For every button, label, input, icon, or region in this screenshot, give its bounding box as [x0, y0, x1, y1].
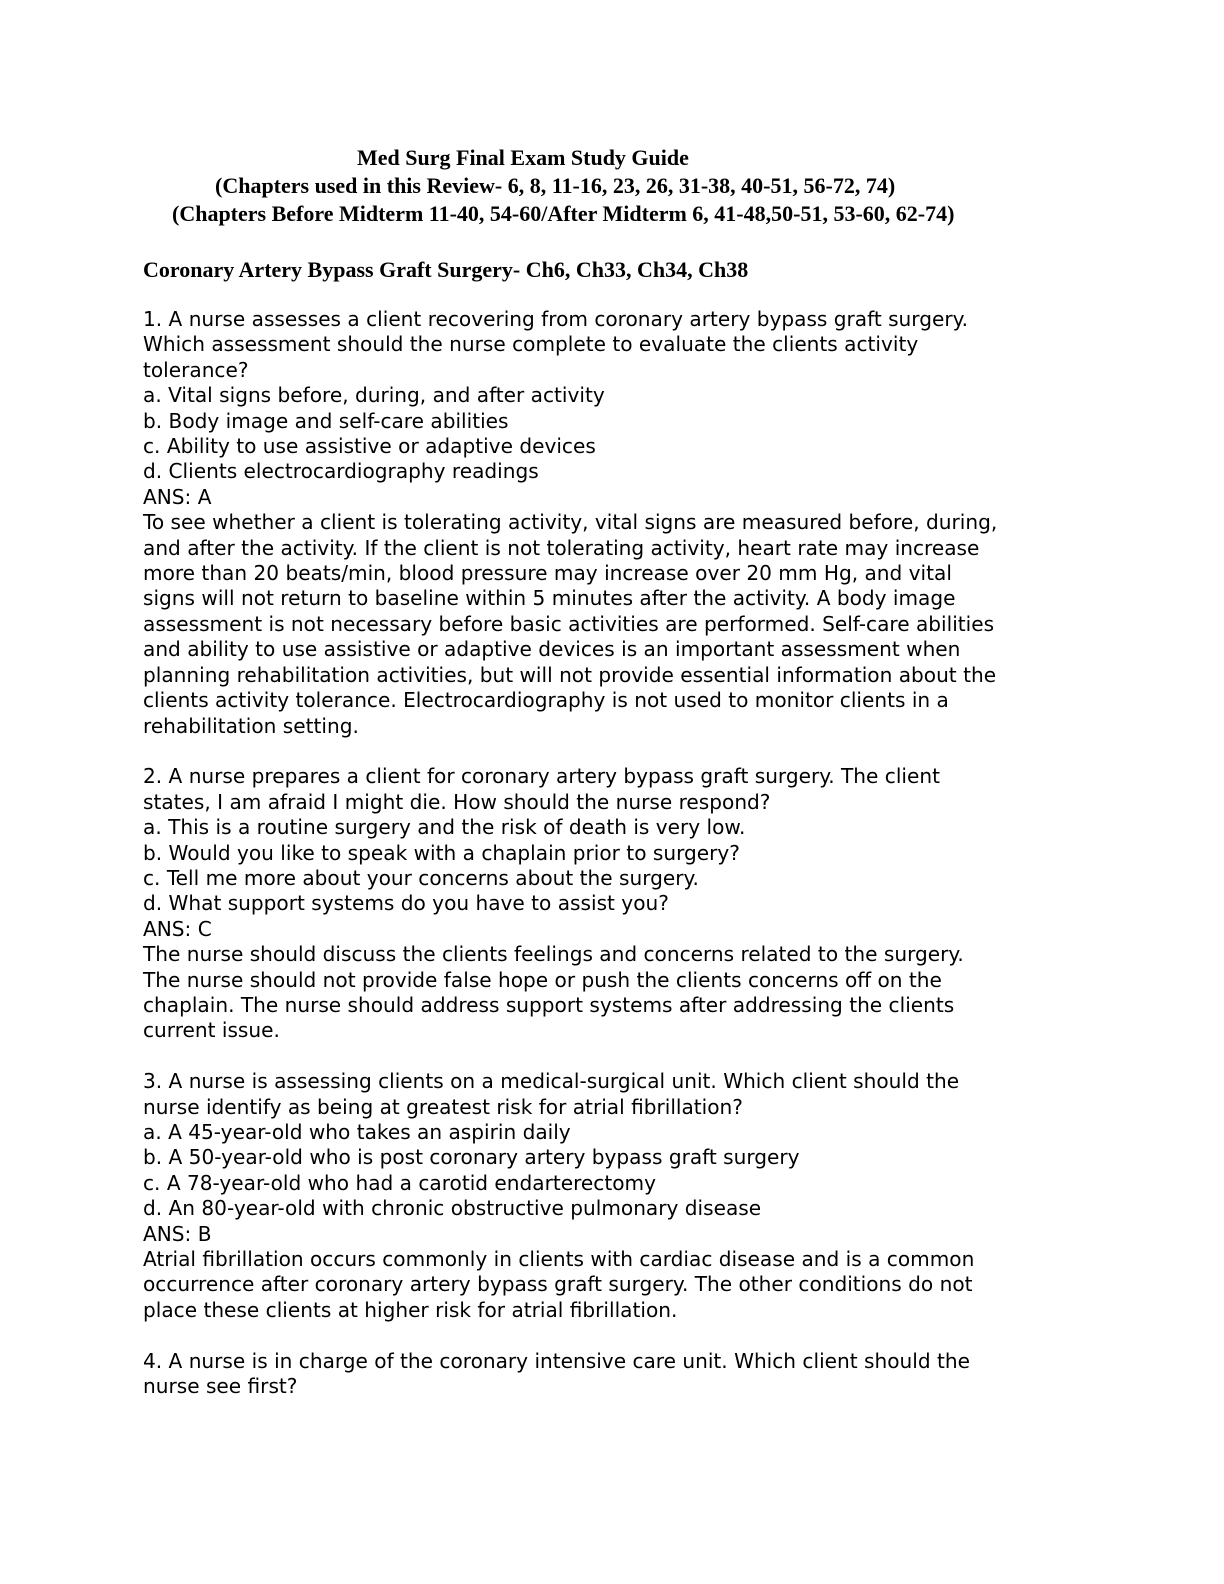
rationale-line: assessment is not necessary before basic activities are performed. Self-care abilities	[143, 611, 995, 636]
rationale-line: Atrial fibrillation occurs commonly in clients with cardiac disease and is a common	[143, 1247, 975, 1271]
rationale-line: occurrence after coronary artery bypass graft surgery. The other conditions do not	[143, 1272, 973, 1297]
questions-list	[143, 307, 1083, 1425]
question-4	[143, 1349, 1083, 1400]
chapters-used-line: (Chapters used in this Review- 6, 8, 11-16, 23, 26, 31-38, 40-51, 56-72, 74)	[215, 173, 896, 198]
rationale-line: rehabilitation setting.	[143, 713, 359, 738]
chapters-split-line: (Chapters Before Midterm 11-40, 54-60/After Midterm 6, 41-48,50-51, 53-60, 62-74)	[172, 201, 955, 226]
question-stem-line: nurse identify as being at greatest risk for atrial fibrillation?	[143, 1094, 743, 1119]
document-header	[0, 144, 1224, 228]
rationale-line: To see whether a client is tolerating activity, vital signs are measured before, during,	[143, 510, 998, 535]
rationale-line: more than 20 beats/min, blood pressure may increase over 20 mm Hg, and vital	[143, 561, 952, 586]
question-stem-line: 4. A nurse is in charge of the coronary intensive care unit. Which client should the	[143, 1348, 970, 1373]
answer-option: d. Clients electrocardiography readings	[143, 459, 539, 484]
answer-key: ANS: B	[143, 1221, 212, 1246]
question-stem-line: 3. A nurse is assessing clients on a medical-surgical unit. Which client should the	[143, 1069, 960, 1094]
rationale-line: The nurse should discuss the clients feelings and concerns related to the surgery.	[143, 942, 964, 967]
rationale-line: and after the activity. If the client is not tolerating activity, heart rate may increase	[143, 535, 980, 560]
section-heading: Coronary Artery Bypass Graft Surgery- Ch6, Ch33, Ch34, Ch38	[143, 257, 749, 282]
answer-option: b. Body image and self-care abilities	[143, 408, 509, 433]
answer-option: b. A 50-year-old who is post coronary artery bypass graft surgery	[143, 1145, 800, 1170]
question-stem-line: tolerance?	[143, 357, 249, 382]
answer-option: c. Tell me more about your concerns about the surgery.	[143, 865, 699, 890]
answer-option: a. This is a routine surgery and the risk of death is very low.	[143, 815, 746, 840]
question-stem-line: Which assessment should the nurse complete to evaluate the clients activity	[143, 332, 919, 357]
answer-option: a. Vital signs before, during, and after activity	[143, 383, 605, 408]
question-stem-line: 2. A nurse prepares a client for coronary artery bypass graft surgery. The client	[143, 764, 940, 789]
question-2	[143, 764, 1083, 1043]
answer-key: ANS: C	[143, 916, 212, 941]
document-title: Med Surg Final Exam Study Guide	[357, 145, 689, 170]
rationale-line: planning rehabilitation activities, but will not provide essential information about the	[143, 662, 997, 687]
answer-option: b. Would you like to speak with a chaplain prior to surgery?	[143, 840, 740, 865]
rationale-line: and ability to use assistive or adaptive devices is an important assessment when	[143, 637, 961, 662]
rationale-line: current issue.	[143, 1018, 280, 1043]
rationale-line: chaplain. The nurse should address support systems after addressing the clients	[143, 992, 955, 1017]
question-stem-line: nurse see first?	[143, 1374, 298, 1399]
question-1	[143, 307, 1083, 739]
question-stem-line: states, I am afraid I might die. How should the nurse respond?	[143, 789, 771, 814]
answer-option: a. A 45-year-old who takes an aspirin daily	[143, 1119, 571, 1144]
rationale-line: The nurse should not provide false hope or push the clients concerns off on the	[143, 967, 942, 992]
answer-option: c. A 78-year-old who had a carotid endarterectomy	[143, 1170, 656, 1195]
rationale-line: signs will not return to baseline within 5 minutes after the activity. A body image	[143, 586, 956, 611]
answer-key: ANS: A	[143, 484, 212, 509]
answer-option: c. Ability to use assistive or adaptive devices	[143, 434, 596, 459]
question-3	[143, 1069, 1083, 1323]
answer-option: d. What support systems do you have to assist you?	[143, 891, 669, 916]
question-stem-line: 1. A nurse assesses a client recovering from coronary artery bypass graft surgery.	[143, 307, 968, 331]
answer-option: d. An 80-year-old with chronic obstructive pulmonary disease	[143, 1196, 762, 1221]
rationale-line: place these clients at higher risk for atrial fibrillation.	[143, 1297, 678, 1322]
rationale-line: clients activity tolerance. Electrocardiography is not used to monitor clients in a	[143, 688, 949, 713]
